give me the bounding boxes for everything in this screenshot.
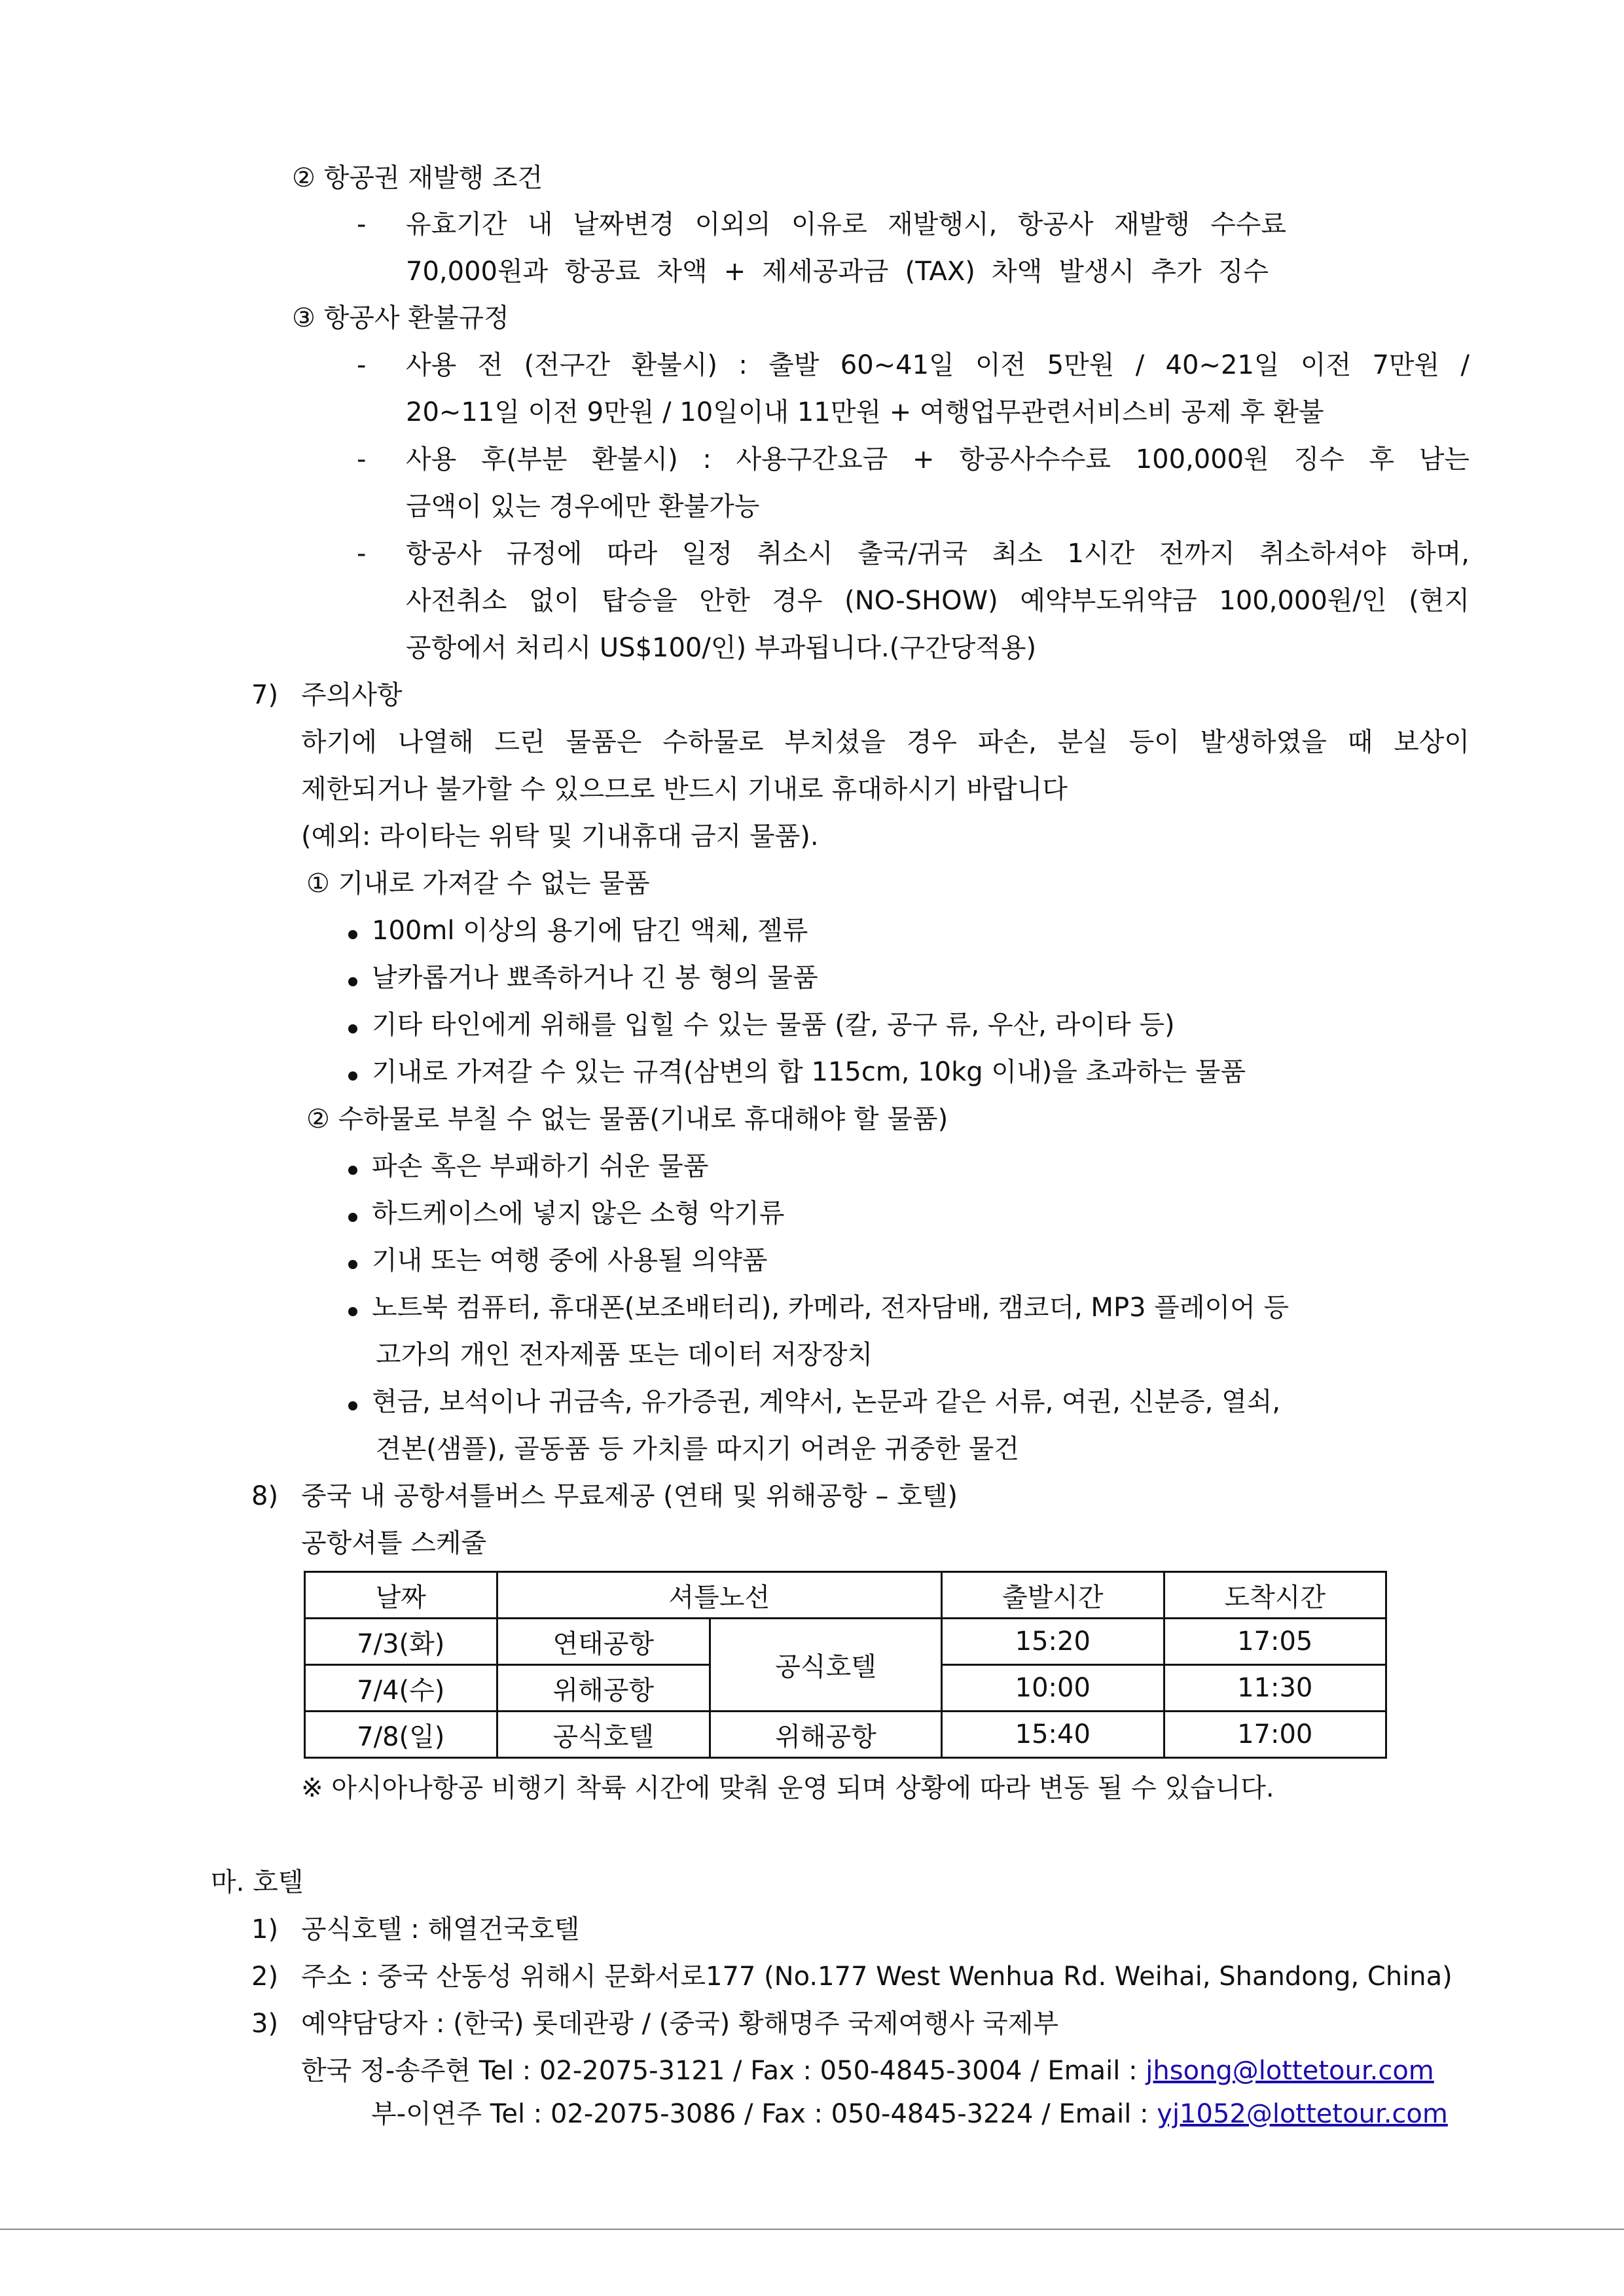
caution-paragraph-line-2: 제한되거나 불가할 수 있으므로 반드시 기내로 휴대하시기 바랍니다 (301, 774, 1068, 804)
hotel-reservation-contact: 예약담당자 : (한국) 롯데관광 / (중국) 황해명주 국제여행사 국제부 (301, 2009, 1059, 2039)
dash: - (357, 444, 367, 475)
bullet-icon (348, 1166, 357, 1175)
contact-line-1 (301, 2054, 1434, 2087)
list-item: 기내 또는 여행 중에 사용될 의약품 (372, 1246, 768, 1276)
list-item-continued: 견본(샘플), 골동품 등 가치를 따지기 어려운 귀중한 물건 (376, 1434, 1020, 1464)
header-route: 셔틀노선 (497, 1572, 941, 1619)
shuttle-schedule-title: 공항셔틀 스케줄 (301, 1528, 487, 1558)
caution-number: 7) (251, 680, 279, 710)
cell-date: 7/8(일) (305, 1712, 497, 1758)
caution-paragraph-line-1: 하기에 나열해 드린 물품은 수하물로 부치셨을 경우 파손, 분실 등이 발생하였을 때 보상이 (301, 727, 1470, 757)
table-header-row (305, 1572, 1386, 1619)
bullet-icon (348, 1260, 357, 1269)
cell-from: 공식호텔 (497, 1712, 710, 1758)
refund-after-line-1: 사용 후(부분 환불시) : 사용구간요금 + 항공사수수료 100,000원 징수 후 남는 (406, 444, 1470, 475)
contact-line-2 (371, 2098, 1448, 2130)
checked-prohibited-title: ② 수하물로 부칠 수 없는 물품(기내로 휴대해야 할 물품) (306, 1104, 948, 1134)
list-item-continued: 고가의 개인 전자제품 또는 데이터 저장장치 (376, 1340, 873, 1370)
page-divider (0, 2229, 1624, 2230)
hotel-name: 공식호텔 : 해열건국호텔 (301, 1914, 580, 1945)
bullet-icon (348, 1213, 357, 1222)
cabin-prohibited-title: ① 기내로 가져갈 수 없는 물품 (306, 869, 650, 899)
contact-1-details: 한국 정-송주현 Tel : 02-2075-3121 / Fax : 050-4845-3004 / Email : (301, 2056, 1146, 2086)
bullet-icon (348, 1307, 357, 1316)
refund-before-line-1: 사용 전 (전구간 환불시) : 출발 60~41일 이전 5만원 / 40~21일 이전 7만원 / (406, 350, 1470, 380)
reissue-line-1: 유효기간 내 날짜변경 이외의 이유로 재발행시, 항공사 재발행 수수료 (406, 209, 1286, 240)
refund-after-line-2: 금액이 있는 경우에만 환불가능 (406, 492, 760, 522)
header-arrival: 도착시간 (1164, 1572, 1386, 1619)
list-item: 하드케이스에 넣지 않은 소형 악기류 (372, 1198, 785, 1229)
cell-arrival: 11:30 (1164, 1665, 1386, 1712)
list-item: 파손 혹은 부패하기 쉬운 물품 (372, 1151, 709, 1181)
contact-2-details: 부-이연주 Tel : 02-2075-3086 / Fax : 050-4845-3224 / Email : (371, 2099, 1157, 2129)
shuttle-note: ※ 아시아나항공 비행기 착륙 시간에 맞춰 운영 되며 상황에 따라 변동 될 수 있습니다. (301, 1773, 1274, 1803)
table-row (305, 1619, 1386, 1665)
list-item: 기타 타인에게 위해를 입힐 수 있는 물품 (칼, 공구 류, 우산, 라이타 등) (372, 1010, 1175, 1040)
cell-departure: 15:40 (942, 1712, 1164, 1758)
hotel-item-number: 1) (251, 1914, 279, 1945)
email-link-jhsong[interactable]: jhsong@lottetour.com (1146, 2056, 1434, 2086)
dash: - (357, 350, 367, 380)
bullet-icon (348, 1401, 357, 1410)
refund-before-line-2: 20~11일 이전 9만원 / 10일이내 11만원 + 여행업무관련서비스비 공제 후 환불 (406, 397, 1324, 427)
reissue-line-2: 70,000원과 항공료 차액 + 제세공과금 (TAX) 차액 발생시 추가 징수 (406, 257, 1269, 287)
bullet-icon (348, 930, 357, 939)
noshow-line-2: 사전취소 없이 탑승을 안한 경우 (NO-SHOW) 예약부도위약금 100,000원/인 (현지 (406, 586, 1470, 616)
cell-date: 7/3(화) (305, 1619, 497, 1665)
hotel-address: 주소 : 중국 산동성 위해시 문화서로177 (No.177 West Wenhua Rd. Weihai, Shandong, China) (301, 1962, 1453, 1992)
cell-to: 위해공항 (710, 1712, 941, 1758)
shuttle-schedule-table (304, 1571, 1387, 1759)
header-date: 날짜 (305, 1572, 497, 1619)
list-item: 100ml 이상의 용기에 담긴 액체, 젤류 (372, 916, 808, 946)
noshow-line-3: 공항에서 처리시 US$100/인) 부과됩니다.(구간당적용) (406, 633, 1037, 663)
bullet-icon (348, 977, 357, 986)
email-link-yj1052[interactable]: yj1052@lottetour.com (1157, 2099, 1448, 2129)
reissue-title: ② 항공권 재발행 조건 (292, 163, 543, 193)
list-item: 노트북 컴퓨터, 휴대폰(보조배터리), 카메라, 전자담배, 캠코더, MP3 플레이어 등 (372, 1293, 1290, 1323)
cell-from: 연태공항 (497, 1619, 710, 1665)
hotel-section-title: 마. 호텔 (211, 1867, 304, 1897)
cell-to: 공식호텔 (710, 1619, 941, 1712)
bullet-icon (348, 1024, 357, 1033)
cell-arrival: 17:05 (1164, 1619, 1386, 1665)
cell-from: 위해공항 (497, 1665, 710, 1712)
noshow-line-1: 항공사 규정에 따라 일정 취소시 출국/귀국 최소 1시간 전까지 취소하셔야 하며, (406, 539, 1470, 569)
list-item: 기내로 가져갈 수 있는 규격(삼변의 합 115cm, 10kg 이내)을 초과하는 물품 (372, 1057, 1246, 1087)
list-item: 현금, 보석이나 귀금속, 유가증권, 계약서, 논문과 같은 서류, 여권, 신분증, 열쇠, (372, 1387, 1281, 1417)
list-item: 날카롭거나 뾰족하거나 긴 봉 형의 물품 (372, 963, 818, 993)
cell-departure: 15:20 (942, 1619, 1164, 1665)
hotel-item-number: 3) (251, 2009, 279, 2039)
cell-date: 7/4(수) (305, 1665, 497, 1712)
shuttle-title: 중국 내 공항셔틀버스 무료제공 (연태 및 위해공항 – 호텔) (301, 1481, 958, 1511)
cell-arrival: 17:00 (1164, 1712, 1386, 1758)
dash: - (357, 539, 367, 569)
shuttle-number: 8) (251, 1481, 279, 1511)
cell-departure: 10:00 (942, 1665, 1164, 1712)
dash: - (357, 209, 367, 240)
bullet-icon (348, 1071, 357, 1081)
hotel-item-number: 2) (251, 1962, 279, 1992)
caution-paragraph-line-3: (예외: 라이타는 위탁 및 기내휴대 금지 물품). (301, 821, 819, 852)
caution-title: 주의사항 (301, 680, 403, 710)
refund-rule-title: ③ 항공사 환불규정 (292, 303, 509, 333)
header-departure: 출발시간 (942, 1572, 1164, 1619)
table-row (305, 1712, 1386, 1758)
